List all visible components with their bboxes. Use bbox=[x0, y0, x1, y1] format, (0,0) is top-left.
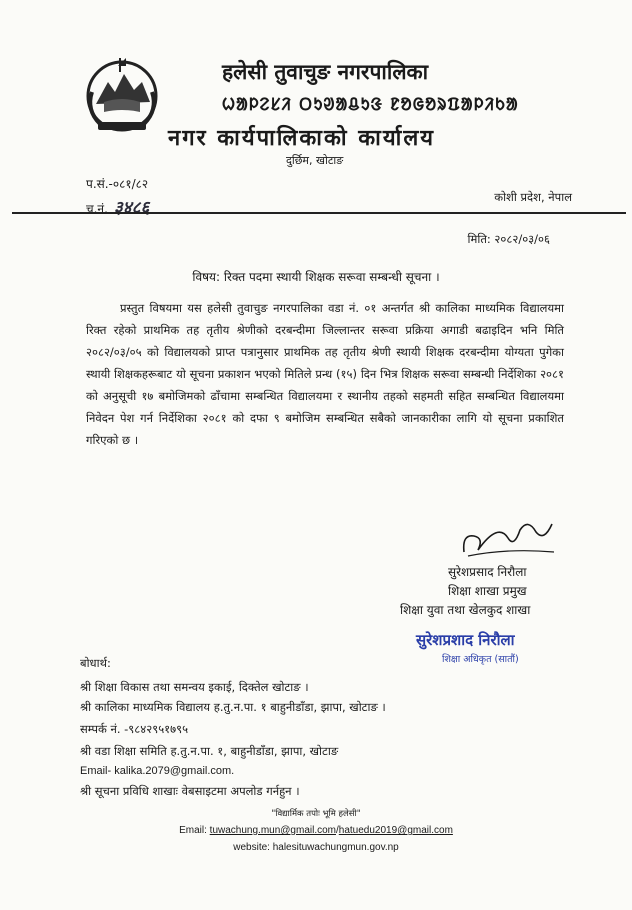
cc-line: श्री वडा शिक्षा समिति ह.तु.न.पा. १, बाहुनीडाँडा, झापा, खोटाङ bbox=[80, 744, 339, 758]
footer-email bbox=[0, 825, 632, 836]
notice-body: प्रस्तुत विषयमा यस हलेसी तुवाचुङ नगरपालिका वडा नं. ०१ अन्तर्गत श्री कालिका माध्यमिक विद्यालयमा रिक्त रहेको प्राथमिक तह तृतीय श्रेणीको दरबन्दीमा जिल्लान्तर सरूवा प्रक्रिया अगाडी बढाइदिन भनि मिति २०८२/०३/०५ को विद्यालयको प्राप्त पत्रानुसार प्राथमिक तह तृतीय श्रेणी स्थायी शिक्षक दरबन्दीमा योग्यता पुगेका स्थायी शिक्षकहरूबाट यो सूचना प्रकाशन भएको मितिले प्रन्ध (१५) दिन भित्र शिक्षक सरूवा सम्बन्धी निर्देशिका २०८१ को अनुसूची १७ बमोजिमको ढाँचामा सम्बन्धित विद्यालयमा र स्थानीय तहको सहमती सहित सम्बन्धित विद्यालयमा निवेदन पेश गर्न निर्देशिका २०८१ को दफा ९ बमोजिम सम्बन्धित सबैको जानकारीका लागि यो सूचना प्रकाशित गरिएको छ । bbox=[86, 301, 564, 447]
header-divider bbox=[12, 212, 626, 214]
dispatch-reference bbox=[86, 195, 149, 218]
stamp-title: शिक्षा अधिकृत (सातौं) bbox=[442, 654, 519, 665]
cc-contact-line: सम्पर्क नं. -९८४२९५१७९५ bbox=[80, 722, 189, 736]
cc-label: बोधार्थ: bbox=[80, 656, 111, 670]
footer-email-link-1[interactable]: tuwachung.mun@gmail.com bbox=[209, 825, 336, 836]
fiscal-reference: प.सं.-०८१/८२ bbox=[86, 177, 149, 191]
municipality-name: हलेसी तुवाचुङ नगरपालिका bbox=[222, 60, 429, 84]
handwritten-signature bbox=[458, 512, 558, 564]
cc-email-line: Email- kalika.2079@gmail.com. bbox=[80, 765, 235, 777]
footer-email-link-2[interactable]: hatuedu2019@gmail.com bbox=[338, 825, 453, 836]
stamp-name: सुरेशप्रशाद निरौला bbox=[416, 631, 515, 649]
office-address: दुर्छिम, खोटाङ bbox=[286, 154, 344, 167]
dispatch-number: ३४८६ bbox=[113, 198, 150, 218]
municipality-name-local-script: ᱦᱟᱞᱮᱥᱤ ᱛᱩᱣᱟᱪᱩᱝ ᱱᱚᱜᱚᱨᱯᱟᱞᱤᱠᱟ bbox=[222, 95, 519, 115]
office-name: नगर कार्यपालिकाको कार्यालय bbox=[168, 126, 435, 151]
cc-line: श्री शिक्षा विकास तथा समन्वय इकाई, दिक्तेल खोटाङ । bbox=[80, 680, 309, 694]
signatory-name: सुरेशप्रसाद निरौला bbox=[448, 565, 527, 579]
footer-website[interactable]: website: halesituwachungmun.gov.np bbox=[233, 842, 399, 853]
signatory-title: शिक्षा शाखा प्रमुख bbox=[448, 584, 527, 598]
notice-date: मिति: २०८२/०३/०६ bbox=[467, 232, 550, 246]
province-address: कोशी प्रदेश, नेपाल bbox=[494, 190, 572, 204]
footer-email-label: Email: bbox=[179, 825, 207, 836]
signatory-department: शिक्षा युवा तथा खेलकुद शाखा bbox=[400, 603, 531, 617]
footer-email-separator: / bbox=[336, 825, 339, 836]
cc-line: श्री कालिका माध्यमिक विद्यालय ह.तु.न.पा. १ बाहुनीडाँडा, झापा, खोटाङ । bbox=[80, 700, 386, 714]
official-stamp bbox=[414, 630, 564, 670]
footer-motto: "विद्यार्मिक तपोः भूमि हलेसी" bbox=[271, 809, 361, 819]
dispatch-label: च.नं. bbox=[86, 202, 108, 216]
cc-line: श्री सूचना प्रविधि शाखाः वेबसाइटमा अपलोड गर्नहुन । bbox=[80, 784, 300, 798]
nepal-emblem-icon bbox=[82, 52, 162, 134]
notice-subject: विषय: रिक्त पदमा स्थायी शिक्षक सरूवा सम्बन्धी सूचना । bbox=[192, 270, 440, 284]
